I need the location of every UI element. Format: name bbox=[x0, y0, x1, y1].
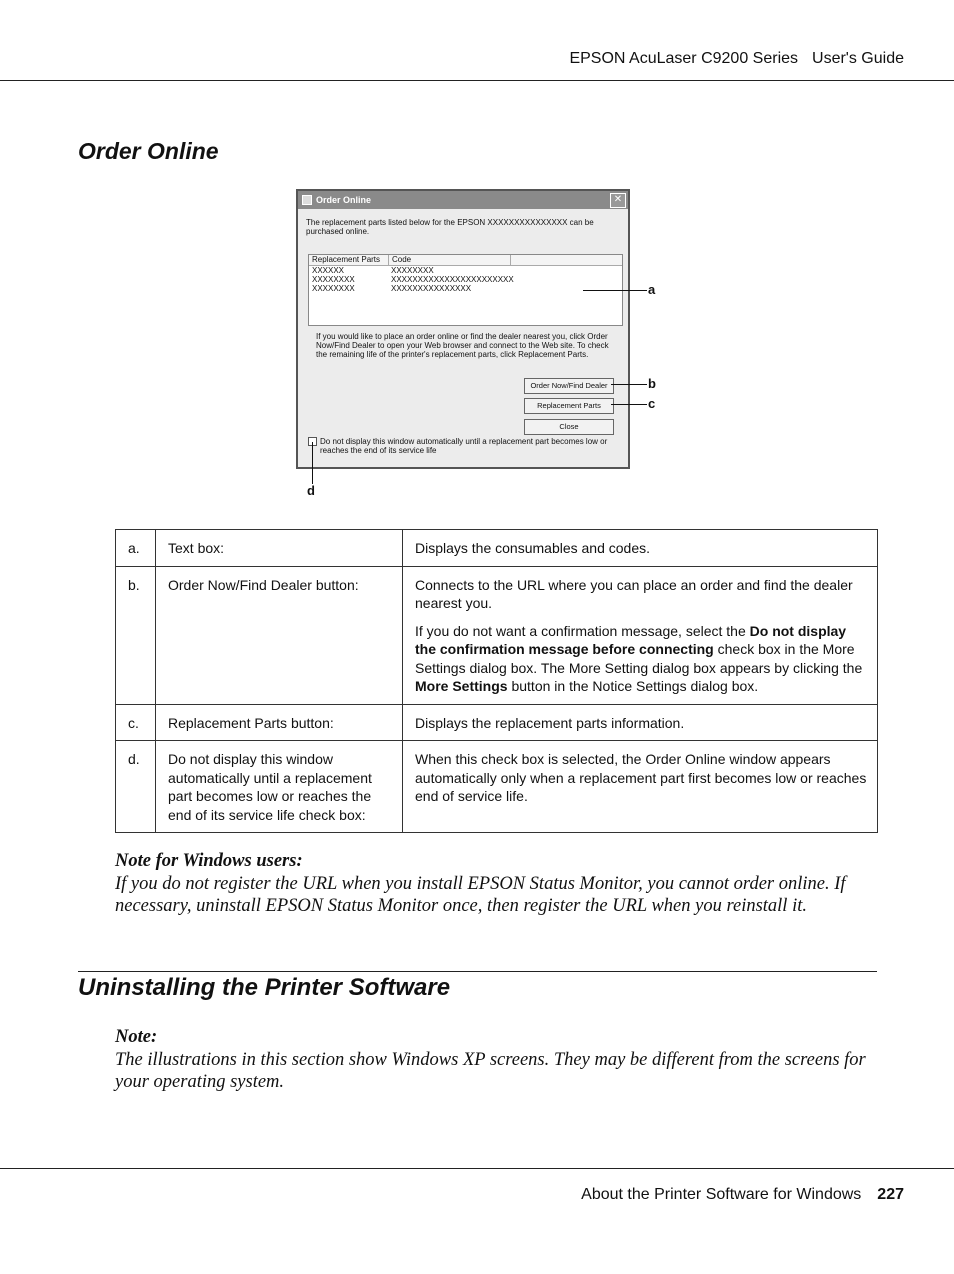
callout-label-c: c bbox=[648, 396, 656, 411]
footer-section: About the Printer Software for Windows bbox=[581, 1186, 862, 1203]
header-guide: User's Guide bbox=[812, 50, 904, 67]
note-body: The illustrations in this section show Windows XP screens. They may be different from the screens for your operating system. bbox=[115, 1049, 866, 1092]
page-footer bbox=[581, 1186, 904, 1204]
section-title-order-online: Order Online bbox=[78, 138, 219, 164]
list-item: XXXXXX XXXXXXXX bbox=[312, 266, 434, 275]
parts-text-box[interactable] bbox=[308, 254, 623, 326]
do-not-display-checkbox[interactable] bbox=[308, 437, 620, 455]
list-item: XXXXXXXX XXXXXXXXXXXXXXX bbox=[312, 284, 472, 293]
order-online-dialog bbox=[296, 189, 630, 469]
row-item: Replacement Parts button: bbox=[156, 704, 403, 741]
table-row bbox=[116, 741, 878, 833]
row-desc: Displays the consumables and codes. bbox=[403, 530, 878, 567]
checkbox-label: Do not display this window automatically until a replacement part becomes low or reaches the end of its service life bbox=[320, 437, 608, 455]
row-letter: d. bbox=[116, 741, 156, 833]
page-header bbox=[555, 50, 904, 68]
list-item: XXXXXXXX XXXXXXXXXXXXXXXXXXXXXXX bbox=[312, 275, 514, 284]
row-desc: Connects to the URL where you can place an order and find the dealer nearest you. If you do not want a confirmation message, select the Do not display the confirmation message before connecting check box in the More Settings dialog box. The More Setting dialog box appears by clicking the More Settings button in the Notice Settings dialog box. bbox=[403, 566, 878, 704]
dialog-title: Order Online bbox=[316, 195, 372, 205]
callout-line-b bbox=[611, 384, 647, 385]
note-title: Note: bbox=[115, 1027, 158, 1047]
window-icon bbox=[302, 195, 312, 205]
row-desc: Displays the replacement parts information. bbox=[403, 704, 878, 741]
close-button[interactable]: Close bbox=[524, 419, 614, 435]
note-windows-users bbox=[115, 850, 885, 918]
note-xp-screens bbox=[115, 1026, 885, 1094]
order-now-find-dealer-button[interactable]: Order Now/Find Dealer bbox=[524, 378, 614, 394]
note-body: If you do not register the URL when you install EPSON Status Monitor, you cannot order online. If necessary, uninstall EPSON Status Monitor once, then register the URL when you reinstall it. bbox=[115, 873, 846, 916]
dialog-info-text: If you would like to place an order online or find the dealer nearest you, click Order Now/Find Dealer to open your Web browser and connect to the Web site. To check the remaining life of the printer's replacement parts, click Replacement Parts. bbox=[316, 332, 609, 359]
parts-header bbox=[309, 255, 622, 266]
row-item: Order Now/Find Dealer button: bbox=[156, 566, 403, 704]
callout-label-d: d bbox=[307, 483, 315, 498]
row-desc: When this check box is selected, the Order Online window appears automatically only when a replacement part first becomes low or reaches end of service life. bbox=[403, 741, 878, 833]
table-row bbox=[116, 530, 878, 567]
header-product: EPSON AcuLaser C9200 Series bbox=[569, 50, 799, 67]
row-letter: b. bbox=[116, 566, 156, 704]
table-row bbox=[116, 704, 878, 741]
callout-label-b: b bbox=[648, 376, 656, 391]
row-letter: a. bbox=[116, 530, 156, 567]
replacement-parts-button[interactable]: Replacement Parts bbox=[524, 398, 614, 414]
dialog-intro-text: The replacement parts listed below for the EPSON XXXXXXXXXXXXXXX can be purchased online. bbox=[306, 218, 594, 236]
close-icon[interactable]: ✕ bbox=[610, 193, 626, 208]
section-rule bbox=[78, 971, 877, 972]
callout-line-c bbox=[611, 404, 647, 405]
callout-label-a: a bbox=[648, 282, 656, 297]
footer-rule bbox=[0, 1168, 954, 1169]
header-rule bbox=[0, 80, 954, 81]
section-title-uninstalling: Uninstalling the Printer Software bbox=[78, 974, 451, 1001]
row-item: Do not display this window automatically until a replacement part becomes low or reaches the end of its service life check box: bbox=[156, 741, 403, 833]
note-title: Note for Windows users: bbox=[115, 851, 303, 871]
callout-line-a bbox=[583, 290, 647, 291]
callout-description-table bbox=[115, 529, 878, 833]
table-row bbox=[116, 566, 878, 704]
dialog-title-bar bbox=[298, 191, 628, 209]
row-letter: c. bbox=[116, 704, 156, 741]
callout-line-d bbox=[312, 442, 313, 484]
page-number: 227 bbox=[877, 1186, 904, 1203]
col-replacement-parts: Replacement Parts bbox=[309, 255, 389, 265]
col-code: Code bbox=[389, 255, 511, 265]
row-item: Text box: bbox=[156, 530, 403, 567]
